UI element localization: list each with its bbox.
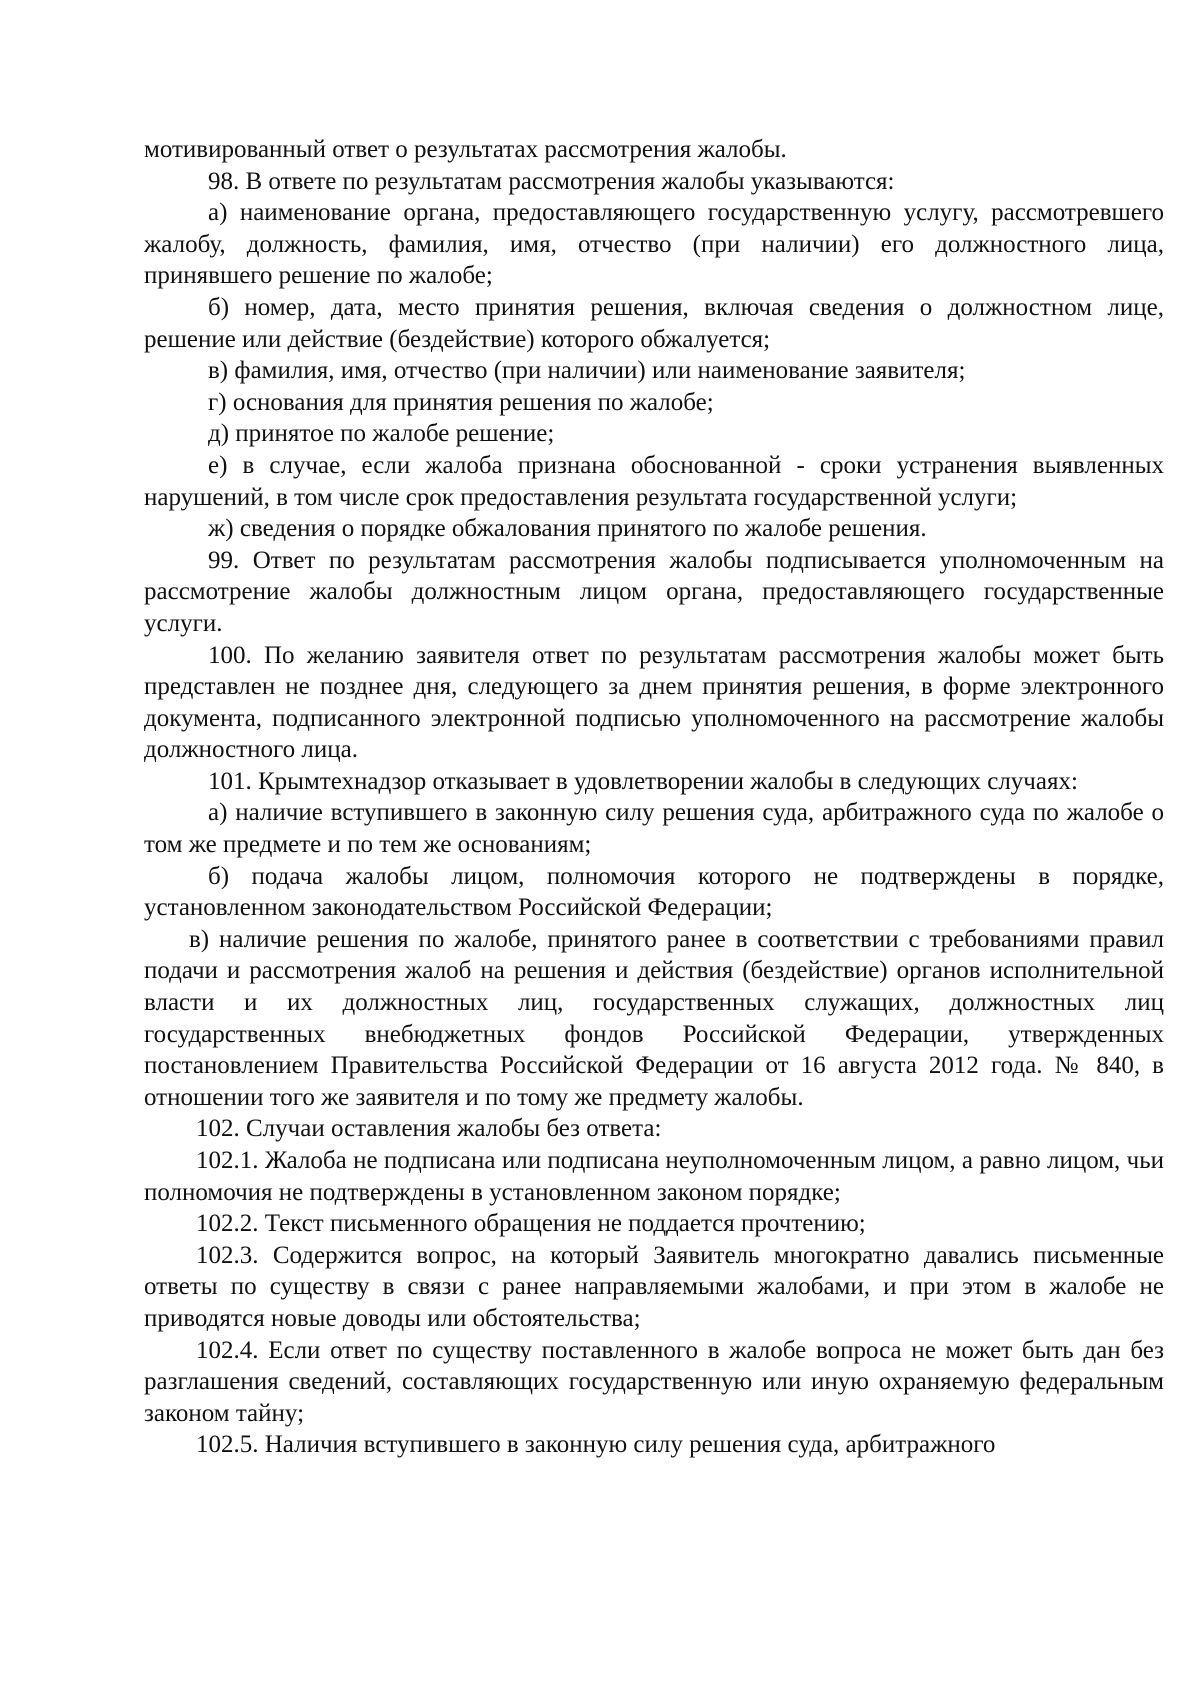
paragraph-101-v: в) наличие решения по жалобе, принятого ранее в соответствии с требованиями правил подачи и рассмотрения жалоб на решения и действия (бездействие) органов исполнительной власти и их должностных лиц, государственных служащих, должностных лиц государственных внебюджетных фондов Российской Федерации, утвержденных постановлением Правительства Российской Федерации от 16 августа 2012 года. № 840, в отношении того же заявителя и по тому же предмету жалобы. bbox=[144, 925, 1164, 1111]
paragraph-102: 102. Случаи оставления жалобы без ответа: bbox=[196, 1115, 662, 1143]
paragraph-102-3: 102.3. Содержится вопрос, на который Заявитель многократно давались письменные ответы по существу в связи с ранее направляемыми жалобами, и при этом в жалобе не приводятся новые доводы или обстоятельства; bbox=[144, 1241, 1164, 1332]
paragraph-102-4: 102.4. Если ответ по существу поставленного в жалобе вопроса не может быть дан без разглашения сведений, составляющих государственную или иную охраняемую федеральным законом тайну; bbox=[144, 1336, 1164, 1427]
paragraph-101: 101. Крымтехнадзор отказывает в удовлетворении жалобы в следующих случаях: bbox=[208, 767, 1078, 795]
paragraph-98-g: г) основания для принятия решения по жалобе; bbox=[208, 388, 714, 416]
paragraph-102-1: 102.1. Жалоба не подписана или подписана неуполномоченным лицом, а равно лицом, чьи полномочия не подтверждены в установленном законом порядке; bbox=[144, 1147, 1164, 1206]
paragraph-101-a: а) наличие вступившего в законную силу решения суда, арбитражного суда по жалобе о том же предмете и по тем же основаниям; bbox=[144, 799, 1164, 859]
paragraph-101-b: б) подача жалобы лицом, полномочия которого не подтверждены в порядке, установленном законодательством Российской Федерации; bbox=[144, 862, 1164, 922]
paragraph-100: 100. По желанию заявителя ответ по результатам рассмотрения жалобы может быть представлен не позднее дня, следующего за днем принятия решения, в форме электронного документа, подписанного электронной подписью уполномоченного на рассмотрение жалобы должностного лица. bbox=[144, 641, 1164, 764]
document-body bbox=[144, 134, 1164, 1461]
paragraph-99: 99. Ответ по результатам рассмотрения жалобы подписывается уполномоченным на рассмотрение жалобы должностным лицом органа, предоставляющего государственные услуги. bbox=[144, 546, 1164, 637]
paragraph-102-5: 102.5. Наличия вступившего в законную силу решения суда, арбитражного bbox=[196, 1431, 996, 1459]
paragraph-98: 98. В ответе по результатам рассмотрения жалобы указываются: bbox=[208, 167, 895, 195]
paragraph-98-b: б) номер, дата, место принятия решения, включая сведения о должностном лице, решение или действие (бездействие) которого обжалуется; bbox=[144, 293, 1164, 353]
paragraph-continuation: мотивированный ответ о результатах рассмотрения жалобы. bbox=[144, 136, 787, 163]
paragraph-98-a: а) наименование органа, предоставляющего государственную услугу, рассмотревшего жалобу, должность, фамилия, имя, отчество (при наличии) его должностного лица, принявшего решение по жалобе; bbox=[144, 199, 1164, 290]
paragraph-98-zh: ж) сведения о порядке обжалования принятого по жалобе решения. bbox=[208, 515, 927, 543]
paragraph-98-v: в) фамилия, имя, отчество (при наличии) или наименование заявителя; bbox=[208, 357, 966, 385]
paragraph-102-2: 102.2. Текст письменного обращения не поддается прочтению; bbox=[196, 1210, 866, 1238]
paragraph-98-d: д) принятое по жалобе решение; bbox=[208, 420, 555, 448]
paragraph-98-e: е) в случае, если жалоба признана обоснованной - сроки устранения выявленных нарушений, в том числе срок предоставления результата государственной услуги; bbox=[144, 451, 1164, 511]
